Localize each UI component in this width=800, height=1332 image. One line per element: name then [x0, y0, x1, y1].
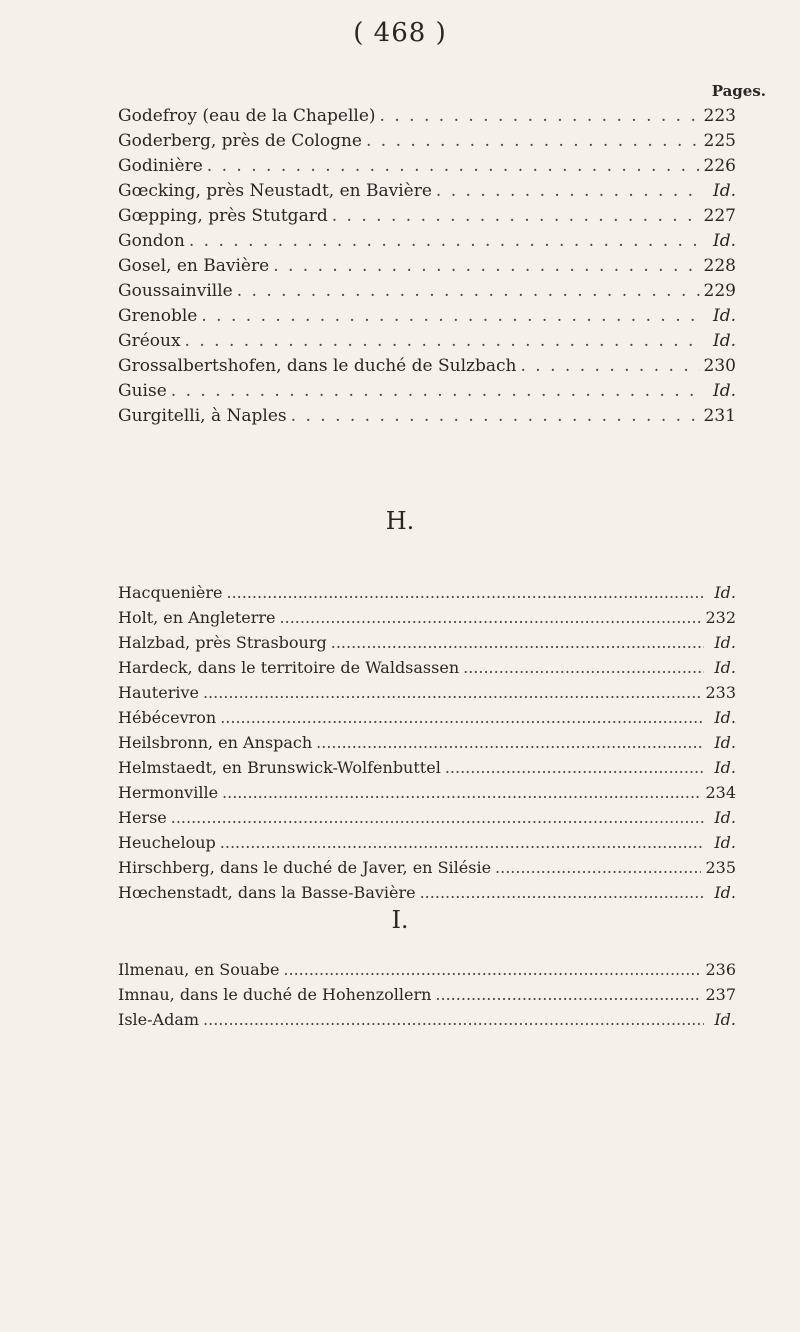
dot-leader — [316, 733, 704, 752]
entry-name: Grossalbertshofen, dans le duché de Sulzbach — [118, 356, 517, 376]
entry-page: 227 — [703, 206, 736, 226]
section-heading-i: I. — [391, 906, 409, 934]
entry-page: 234 — [705, 783, 736, 802]
entry-name: Helmstaedt, en Brunswick-Wolfenbuttel — [118, 758, 441, 777]
entry-page: 230 — [703, 356, 736, 376]
index-entry — [118, 1010, 736, 1035]
index-entry — [118, 783, 736, 808]
dot-leader — [520, 356, 699, 376]
index-entry — [118, 658, 736, 683]
index-entry — [118, 985, 736, 1010]
dot-leader — [366, 131, 700, 151]
entry-name: Holt, en Angleterre — [118, 608, 276, 627]
entry-name: Hermonville — [118, 783, 219, 802]
section-heading-h: H. — [385, 507, 415, 535]
entry-name: Grenoble — [118, 306, 198, 326]
entry-name: Gosel, en Bavière — [118, 256, 270, 276]
entry-name: Gréoux — [118, 331, 181, 351]
dot-leader — [220, 833, 704, 852]
entry-page: Id. — [714, 583, 736, 602]
page-number: ( 468 ) — [353, 18, 447, 48]
index-entry — [118, 883, 736, 908]
index-entry — [118, 356, 736, 381]
index-entry — [118, 758, 736, 783]
dot-leader — [331, 633, 704, 652]
index-entry — [118, 960, 736, 985]
index-entry — [118, 206, 736, 231]
index-entry — [118, 256, 736, 281]
entry-page: 225 — [703, 131, 736, 151]
index-entry — [118, 381, 736, 406]
dot-leader — [273, 256, 699, 276]
index-section-i — [118, 960, 736, 1035]
pages-column-label: Pages. — [711, 82, 766, 100]
entry-page: Id. — [714, 808, 736, 827]
dot-leader — [203, 683, 701, 702]
index-entry — [118, 331, 736, 356]
entry-name: Isle-Adam — [118, 1010, 200, 1029]
entry-name: Hardeck, dans le territoire de Waldsassen — [118, 658, 460, 677]
entry-page: 228 — [703, 256, 736, 276]
dot-leader — [463, 658, 704, 677]
dot-leader — [237, 281, 700, 301]
entry-page: Id. — [714, 733, 736, 752]
entry-name: Halzbad, près Strasbourg — [118, 633, 327, 652]
index-entry — [118, 633, 736, 658]
entry-page: Id. — [714, 1010, 736, 1029]
entry-name: Hœchenstadt, dans la Basse-Bavière — [118, 883, 416, 902]
index-entry — [118, 106, 736, 131]
entry-name: Gœpping, près Stutgard — [118, 206, 328, 226]
index-entry — [118, 608, 736, 633]
entry-name: Gurgitelli, à Naples — [118, 406, 287, 426]
entry-page: 229 — [703, 281, 736, 301]
index-section-g — [118, 106, 736, 431]
dot-leader — [207, 156, 700, 176]
entry-page: 232 — [705, 608, 736, 627]
entry-name: Goussainville — [118, 281, 233, 301]
entry-name: Goderberg, près de Cologne — [118, 131, 362, 151]
index-entry — [118, 808, 736, 833]
index-entry — [118, 583, 736, 608]
entry-name: Godinière — [118, 156, 203, 176]
dot-leader — [420, 883, 704, 902]
index-entry — [118, 231, 736, 256]
dot-leader — [201, 306, 704, 326]
dot-leader — [435, 985, 701, 1004]
entry-page: Id. — [712, 306, 736, 326]
entry-name: Heucheloup — [118, 833, 216, 852]
index-entry — [118, 733, 736, 758]
entry-page: 235 — [705, 858, 736, 877]
dot-leader — [291, 406, 700, 426]
entry-name: Hirschberg, dans le duché de Javer, en Silésie — [118, 858, 492, 877]
entry-page: 231 — [703, 406, 736, 426]
entry-page: Id. — [714, 633, 736, 652]
entry-name: Hébécevron — [118, 708, 217, 727]
dot-leader — [185, 331, 704, 351]
dot-leader — [332, 206, 700, 226]
entry-page: 237 — [705, 985, 736, 1004]
entry-page: 236 — [705, 960, 736, 979]
entry-name: Godefroy (eau de la Chapelle) — [118, 106, 376, 126]
dot-leader — [226, 583, 704, 602]
entry-name: Hacquenière — [118, 583, 223, 602]
entry-name: Heilsbronn, en Anspach — [118, 733, 313, 752]
entry-page: Id. — [712, 331, 736, 351]
index-entry — [118, 858, 736, 883]
entry-page: Id. — [712, 381, 736, 401]
index-section-h — [118, 583, 736, 908]
entry-name: Herse — [118, 808, 167, 827]
dot-leader — [280, 608, 702, 627]
entry-name: Ilmenau, en Souabe — [118, 960, 280, 979]
dot-leader — [203, 1010, 704, 1029]
entry-page: Id. — [714, 658, 736, 677]
entry-name: Imnau, dans le duché de Hohenzollern — [118, 985, 432, 1004]
index-entry — [118, 131, 736, 156]
entry-name: Guise — [118, 381, 167, 401]
dot-leader — [171, 381, 704, 401]
dot-leader — [189, 231, 704, 251]
entry-page: 226 — [703, 156, 736, 176]
entry-page: Id. — [714, 833, 736, 852]
entry-name: Gondon — [118, 231, 185, 251]
dot-leader — [171, 808, 704, 827]
index-entry — [118, 306, 736, 331]
entry-page: Id. — [712, 181, 736, 201]
dot-leader — [283, 960, 701, 979]
dot-leader — [436, 181, 704, 201]
entry-page: 233 — [705, 683, 736, 702]
dot-leader — [495, 858, 701, 877]
entry-page: Id. — [714, 883, 736, 902]
dot-leader — [445, 758, 704, 777]
dot-leader — [222, 783, 701, 802]
index-entry — [118, 683, 736, 708]
index-entry — [118, 181, 736, 206]
dot-leader — [380, 106, 700, 126]
entry-page: Id. — [712, 231, 736, 251]
index-entry — [118, 156, 736, 181]
index-entry — [118, 708, 736, 733]
entry-page: 223 — [703, 106, 736, 126]
entry-page: Id. — [714, 708, 736, 727]
index-entry — [118, 833, 736, 858]
dot-leader — [220, 708, 704, 727]
index-entry — [118, 281, 736, 306]
entry-name: Hauterive — [118, 683, 199, 702]
entry-page: Id. — [714, 758, 736, 777]
entry-name: Gœcking, près Neustadt, en Bavière — [118, 181, 432, 201]
index-entry — [118, 406, 736, 431]
